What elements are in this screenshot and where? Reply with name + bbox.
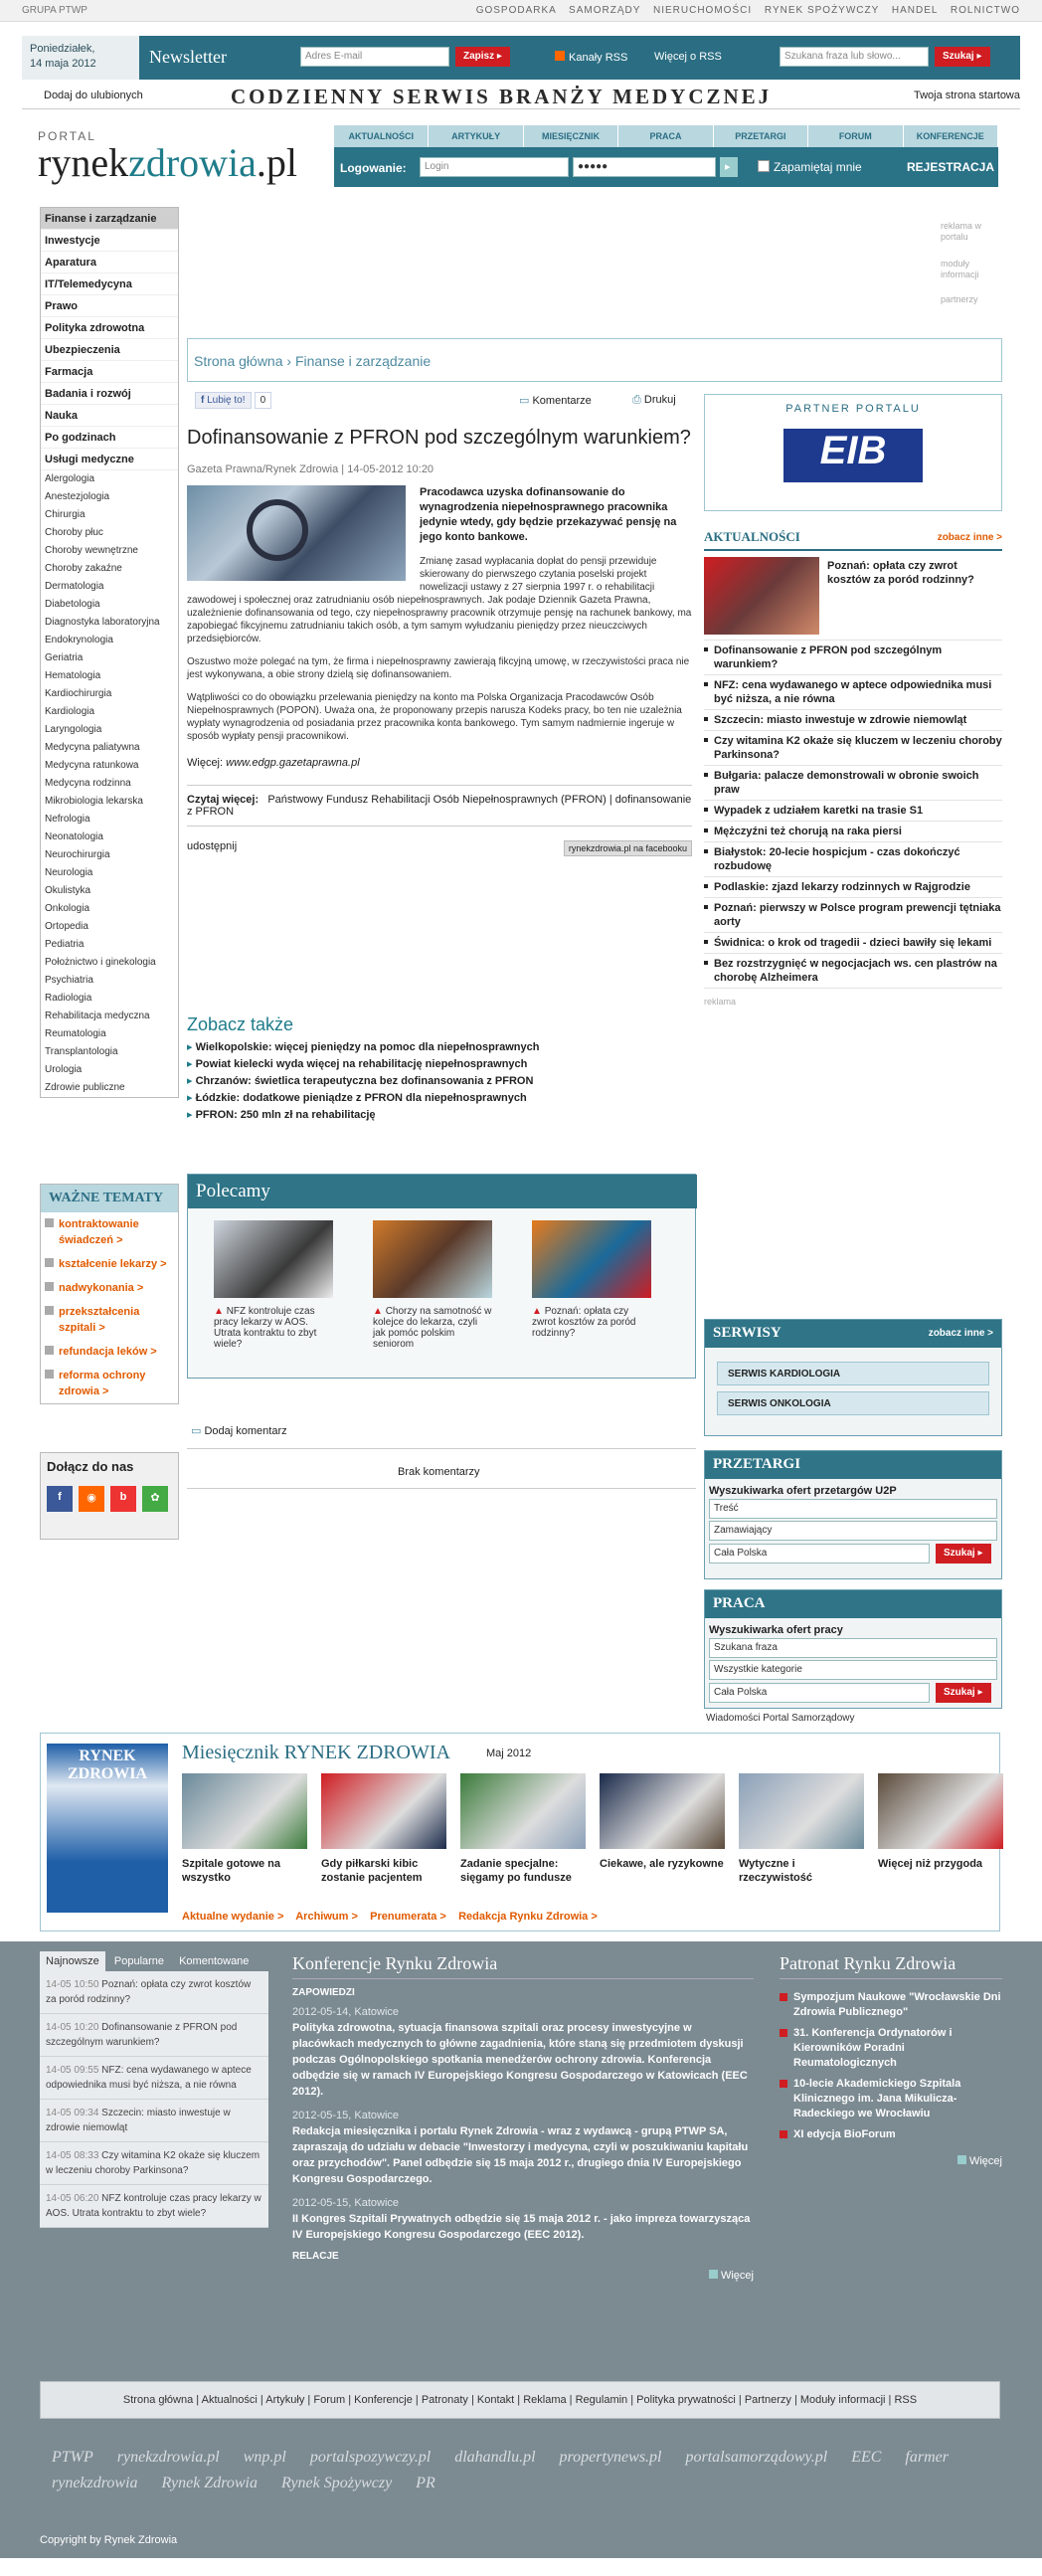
related-item[interactable]: ▸ Łódzkie: dodatkowe pieniądze z PFRON dla niepełnosprawnych bbox=[187, 1090, 692, 1107]
category-link[interactable]: Po godzinach bbox=[41, 427, 178, 449]
share-link[interactable]: udostępnij bbox=[187, 840, 238, 852]
conference-entry[interactable] bbox=[292, 2108, 754, 2187]
conference-entry[interactable] bbox=[292, 2004, 754, 2100]
job-region-select[interactable]: Cała Polska bbox=[709, 1683, 930, 1703]
subcategory-link[interactable]: Urologia bbox=[45, 1064, 83, 1075]
tenders-title: PRZETARGI bbox=[705, 1451, 1001, 1479]
footer-news-item[interactable] bbox=[40, 2100, 268, 2142]
share-row bbox=[187, 840, 692, 860]
category-link[interactable]: Aparatura bbox=[41, 252, 178, 274]
no-comments: Brak komentarzy bbox=[398, 1466, 480, 1478]
breadcrumb-home[interactable]: Strona główna bbox=[194, 353, 283, 369]
job-search-button[interactable]: Szukaj ▸ bbox=[936, 1683, 991, 1703]
source-link[interactable]: www.edgp.gazetaprawna.pl bbox=[226, 757, 360, 769]
partner-logo[interactable]: Rynek Zdrowia bbox=[161, 2475, 258, 2491]
login-row bbox=[334, 155, 998, 179]
footer-link[interactable]: Moduły informacji bbox=[799, 2394, 886, 2406]
footer-link[interactable]: Kontakt bbox=[476, 2394, 515, 2406]
job-phrase-input[interactable]: Szukana fraza bbox=[709, 1638, 997, 1658]
print-icon: ⎙ bbox=[632, 394, 641, 406]
conference-date: 2012-05-14, Katowice bbox=[292, 2006, 400, 2018]
magazine-article-image bbox=[182, 1773, 307, 1849]
subcategory-link[interactable]: Choroby zakaźne bbox=[45, 563, 122, 574]
category-link[interactable]: Finanse i zarządzanie bbox=[41, 208, 178, 230]
subcategory-link[interactable]: Alergologia bbox=[45, 473, 95, 484]
date-box bbox=[22, 36, 139, 80]
announcements-label: ZAPOWIEDZI bbox=[292, 1987, 355, 1998]
footer-link[interactable]: RSS bbox=[894, 2394, 918, 2406]
login-input[interactable]: Login bbox=[420, 157, 569, 177]
news-item[interactable]: Szczecin: miasto inwestuje w zdrowie niemowląt bbox=[704, 710, 1002, 731]
tab-aktualnosci[interactable]: AKTUALNOŚCI bbox=[334, 125, 429, 147]
group-links bbox=[467, 5, 1020, 16]
category-sidebar bbox=[40, 207, 179, 1098]
add-comment-link[interactable]: ▭ Dodaj komentarz bbox=[191, 1425, 287, 1437]
category-link[interactable]: Ubezpieczenia bbox=[41, 339, 178, 361]
subcategory-link[interactable]: Medycyna paliatywna bbox=[45, 742, 140, 753]
read-more-tags: Czytaj więcej: Państwowy Fundusz Rehabilitacji Osób Niepełnosprawnych (PFRON) | dofinansowanie z PFRON bbox=[187, 785, 692, 827]
news-time: 14-05 06:20 bbox=[46, 2193, 99, 2204]
conference-date: 2012-05-15, Katowice bbox=[292, 2197, 400, 2209]
recommended-box bbox=[187, 1174, 696, 1379]
subcategory-link[interactable]: Onkologia bbox=[45, 903, 90, 914]
magazine-article-image bbox=[739, 1773, 864, 1849]
subcategory-link[interactable]: Medycyna ratunkowa bbox=[45, 760, 139, 771]
group-label[interactable]: GRUPA PTWP bbox=[22, 5, 87, 16]
arrow-right-icon: ▸ bbox=[725, 161, 731, 173]
subcategory-link[interactable]: Rehabilitacja medyczna bbox=[45, 1011, 150, 1021]
recommended-item[interactable]: ▲ Poznań: opłata czy zwrot kosztów za poród rodzinny? bbox=[532, 1220, 651, 1339]
news-item[interactable]: Bez rozstrzygnięć w negocjacjach ws. cen plastrów na chorobę Alzheimera bbox=[704, 954, 1002, 989]
news-more-link[interactable]: zobacz inne > bbox=[937, 532, 1002, 543]
news-top-image bbox=[704, 557, 819, 635]
footer-news-item[interactable] bbox=[40, 2014, 268, 2057]
patronage-section bbox=[780, 1953, 1002, 2167]
partner-logo[interactable]: EEC bbox=[851, 2449, 882, 2466]
patronage-item[interactable]: 10-lecie Akademickiego Szpitala Klinicznego im. Jana Mikulicza-Radeckiego we Wrocławiu bbox=[780, 2074, 1002, 2124]
partner-logo[interactable]: EIB bbox=[783, 429, 923, 482]
related-title: Zobacz także bbox=[187, 1014, 294, 1034]
subcategory-link[interactable]: Geriatria bbox=[45, 652, 84, 663]
subcategory-link[interactable]: Kardiochirurgia bbox=[45, 688, 112, 699]
services-more-link[interactable]: zobacz inne > bbox=[928, 1328, 993, 1339]
slogan: CODZIENNY SERWIS BRANŻY MEDYCZNEJ bbox=[231, 85, 773, 108]
subcategory-link[interactable]: Mikrobiologia lekarska bbox=[45, 796, 143, 807]
patronage-item[interactable]: Sympozjum Naukowe "Wrocławskie Dni Zdrowia Publicznego" bbox=[780, 1987, 1002, 2023]
ad-link-reklama[interactable]: reklama w portalu bbox=[941, 221, 982, 242]
password-input[interactable]: ●●●●● bbox=[573, 157, 716, 177]
services-title: SERWISY zobacz inne > bbox=[705, 1320, 1001, 1348]
facebook-icon[interactable]: f bbox=[47, 1486, 73, 1512]
print-link[interactable]: ⎙ Drukuj bbox=[632, 394, 676, 406]
category-link[interactable]: Prawo bbox=[41, 295, 178, 317]
subcategory-link[interactable]: Neonatologia bbox=[45, 831, 103, 842]
tab-commented[interactable]: Komentowane bbox=[179, 1955, 250, 1967]
category-link[interactable]: Farmacja bbox=[41, 361, 178, 383]
footer-link[interactable]: Patronaty bbox=[421, 2394, 468, 2406]
subcategory-link[interactable]: Położnictwo i ginekologia bbox=[45, 957, 156, 968]
email-input[interactable]: Adres E-mail bbox=[300, 47, 449, 67]
copyright: Copyright by Rynek Zdrowia bbox=[40, 2534, 178, 2546]
footer-link[interactable]: Aktualności bbox=[201, 2394, 258, 2406]
magazine-article[interactable] bbox=[878, 1773, 1003, 1871]
magazine-article-title: Ciekawe, ale ryzykowne bbox=[600, 1858, 724, 1870]
news-item[interactable]: Poznań: pierwszy w Polsce program prewencji tętniaka aorty bbox=[704, 898, 1002, 933]
conference-date: 2012-05-15, Katowice bbox=[292, 2110, 400, 2121]
tender-buyer-input[interactable]: Zamawiający bbox=[709, 1521, 997, 1541]
patronage-item[interactable]: XI edycja BioForum bbox=[780, 2124, 1002, 2145]
magazine-article-image bbox=[460, 1773, 586, 1849]
slogan-row bbox=[22, 84, 1020, 109]
subcategory-link[interactable]: Neurochirurgia bbox=[45, 849, 110, 860]
partner-box bbox=[704, 394, 1002, 511]
comment-icon: ▭ bbox=[191, 1425, 202, 1437]
like-count: 0 bbox=[255, 392, 272, 409]
category-link[interactable]: Nauka bbox=[41, 405, 178, 427]
magazine-article-title: Wytyczne i rzeczywistość bbox=[739, 1858, 812, 1884]
footer-news-item[interactable] bbox=[40, 2185, 268, 2228]
news-text: Szczecin: miasto inwestuje w zdrowie niemowląt bbox=[46, 2108, 231, 2133]
more-icon bbox=[709, 2270, 718, 2279]
article-title: Dofinansowanie z PFRON pod szczególnym warunkiem? bbox=[187, 427, 691, 449]
news-time: 14-05 08:33 bbox=[46, 2150, 99, 2161]
magazine-cover[interactable]: RYNEK ZDROWIA bbox=[47, 1744, 168, 1913]
article-source: Więcej: www.edgp.gazetaprawna.pl bbox=[187, 757, 360, 769]
subcategory-link[interactable]: Diabetologia bbox=[45, 599, 100, 610]
add-favorites-link[interactable]: Dodaj do ulubionych bbox=[44, 90, 143, 101]
breadcrumb: Strona główna › Finanse i zarządzanie bbox=[187, 338, 1002, 382]
date-day: Poniedziałek, bbox=[30, 43, 95, 55]
date-value: 14 maja 2012 bbox=[30, 58, 96, 70]
register-link[interactable]: REJESTRACJA bbox=[907, 160, 995, 174]
news-text: Poznań: opłata czy zwrot kosztów za poród rodzinny? bbox=[46, 1979, 252, 2005]
news-item[interactable]: Wypadek z udziałem karetki na trasie S1 bbox=[704, 801, 1002, 822]
footer-news-tabs bbox=[40, 1951, 268, 2309]
footer-link[interactable]: Forum bbox=[313, 2394, 346, 2406]
category-link[interactable]: Polityka zdrowotna bbox=[41, 317, 178, 339]
topic-link[interactable]: przekształcenia szpitali > bbox=[41, 1300, 178, 1340]
fb-page-link[interactable]: rynekzdrowia.pl na facebooku bbox=[564, 840, 692, 856]
subscription-link[interactable]: Prenumerata > bbox=[370, 1911, 446, 1923]
footer-link[interactable]: Polityka prywatności bbox=[636, 2394, 736, 2406]
partner-logos bbox=[40, 2445, 1000, 2514]
category-link[interactable]: Badania i rozwój bbox=[41, 383, 178, 405]
remember-label: Zapamiętaj mnie bbox=[774, 160, 862, 174]
related-item[interactable]: ▸ Wielkopolskie: więcej pieniędzy na pomoc dla niepełnosprawnych bbox=[187, 1039, 692, 1056]
tab-newest[interactable]: Najnowsze bbox=[40, 1951, 105, 1971]
article-paragraph: Zmianę zasad wypłacania dopłat do pensji przewiduje skierowany do pierwszego czytania poselski projekt nowelizacji ustawy z 27 sierpnia 1997 r. o rehabilitacji zawodowej i społecznej oraz zatrudnianiu osób niepełnosprawnych. Jak podaje Dziennik Gazeta Prawna, uzależnienie dofinansowania od tego, czy niepełnosprawny pracownik otrzymuje pensję na rachunek bankowy, ma zapobiegać fikcyjnemu zatrudnianiu takich osób, a tym samym wyłudzaniu pieniędzy przez nieuczciwych przedsiębiorców. bbox=[187, 556, 692, 644]
magazine-article-image bbox=[600, 1773, 725, 1849]
magazine-box bbox=[40, 1733, 1000, 1932]
jobs-subtitle: Wyszukiwarka ofert pracy bbox=[709, 1624, 843, 1636]
search-button[interactable]: Szukaj ▸ bbox=[935, 47, 990, 67]
link-handel[interactable]: HANDEL bbox=[891, 5, 939, 16]
news-item[interactable]: Mężczyźni też chorują na raka piersi bbox=[704, 822, 1002, 842]
subcategory-link[interactable]: Diagnostyka laboratoryjna bbox=[45, 617, 160, 628]
category-link[interactable]: IT/Telemedycyna bbox=[41, 274, 178, 295]
footer-news-item[interactable] bbox=[40, 2057, 268, 2100]
conferences-title: Konferencje Rynku Zdrowia bbox=[292, 1953, 754, 1979]
partner-logo[interactable]: portalspozywczy.pl bbox=[309, 2449, 432, 2466]
jobs-box bbox=[704, 1589, 1002, 1709]
subcategory-link[interactable]: Choroby płuc bbox=[45, 527, 103, 538]
login-label: Logowanie: bbox=[340, 161, 407, 175]
subcategory-link[interactable]: Pediatria bbox=[45, 939, 85, 950]
magazine-issue: Maj 2012 bbox=[486, 1748, 532, 1759]
conference-entry[interactable] bbox=[292, 2195, 754, 2243]
subcategory-link[interactable]: Anestezjologia bbox=[45, 491, 110, 502]
subcategory-link[interactable]: Hematologia bbox=[45, 670, 101, 681]
recommended-image bbox=[373, 1220, 492, 1298]
tender-content-input[interactable]: Treść bbox=[709, 1499, 997, 1519]
news-time: 14-05 10:50 bbox=[46, 1979, 99, 1990]
set-homepage-link[interactable]: Twoja strona startowa bbox=[914, 90, 1020, 101]
conferences-more-link[interactable]: Więcej bbox=[292, 2270, 754, 2282]
logo-name: rynekzdrowia.pl bbox=[38, 140, 298, 185]
service-cardiology-link[interactable]: SERWIS KARDIOLOGIA bbox=[717, 1362, 989, 1385]
samorzad-link[interactable]: Wiadomości Portal Samorządowy bbox=[706, 1713, 855, 1724]
magazine-article[interactable] bbox=[182, 1773, 307, 1885]
recommended-image bbox=[532, 1220, 651, 1298]
patronage-title: Patronat Rynku Zdrowia bbox=[780, 1953, 1002, 1979]
article-paragraph: Oszustwo może polegać na tym, że firma i niepełnosprawny zawierają fikcyjną umowę, w rzeczywistości praca nie jest wykonywana, a obie strony dzielą się dofinansowaniem. bbox=[187, 656, 690, 680]
news-list bbox=[704, 641, 1002, 989]
login-submit-button[interactable] bbox=[720, 157, 738, 177]
subcategory-link[interactable]: Endokrynologia bbox=[45, 635, 113, 645]
logo-portal: PORTAL bbox=[38, 129, 96, 143]
news-time: 14-05 09:55 bbox=[46, 2065, 99, 2076]
partner-logo[interactable]: wnp.pl bbox=[243, 2449, 286, 2466]
tab-artykuly[interactable]: ARTYKUŁY bbox=[429, 125, 523, 147]
news-title: AKTUALNOŚCI bbox=[704, 529, 800, 544]
partner-logo[interactable]: rynekzdrowia.pl bbox=[116, 2449, 220, 2466]
services-box bbox=[704, 1319, 1002, 1436]
news-item[interactable]: Bułgaria: palacze demonstrowali w obronie swoich praw bbox=[704, 766, 1002, 801]
subcategory-link[interactable]: Radiologia bbox=[45, 993, 92, 1004]
related-articles bbox=[187, 1014, 692, 1124]
magazine-title: Miesięcznik RYNEK ZDROWIA bbox=[182, 1742, 450, 1763]
tender-search-button[interactable]: Szukaj ▸ bbox=[936, 1544, 991, 1564]
archive-link[interactable]: Archiwum > bbox=[295, 1911, 358, 1923]
related-item[interactable]: ▸ Powiat kielecki wyda więcej na rehabilitację niepełnosprawnych bbox=[187, 1056, 692, 1073]
ad-link-partnerzy[interactable]: partnerzy bbox=[941, 294, 978, 304]
join-us-title: Dołącz do nas bbox=[47, 1459, 134, 1474]
news-item[interactable]: Podlaskie: zjazd lekarzy rodzinnych w Rajgrodzie bbox=[704, 877, 1002, 898]
newsletter-bar bbox=[22, 36, 1020, 80]
conference-text: Redakcja miesięcznika i portalu Rynek Zdrowia - wraz z wydawcą - grupą PTWP SA, zapraszają do udziału w debacie "Inwestorzy i medycyna, czyli w poszukiwaniu kapitału oraz przychodów". Panel odbędzie się 15 maja 2012 r., drugiego dnia IV Europejskiego Kongresu Gospodarczego. bbox=[292, 2125, 749, 2185]
magazine-article-image bbox=[878, 1773, 1003, 1849]
news-top-item[interactable]: Poznań: opłata czy zwrot kosztów za poród rodzinny? bbox=[704, 557, 1002, 641]
service-oncology-link[interactable]: SERWIS ONKOLOGIA bbox=[717, 1391, 989, 1415]
topic-link[interactable]: refundacja leków > bbox=[41, 1340, 178, 1364]
tag-links[interactable]: Państwowy Fundusz Rehabilitacji Osób Niepełnosprawnych (PFRON) | dofinansowanie z PFRON bbox=[187, 794, 692, 818]
news-text: NFZ: cena wydawanego w aptece odpowiednika musi być niższa, a nie równa bbox=[46, 2065, 252, 2091]
main-nav bbox=[334, 125, 998, 187]
tab-miesiecznik[interactable]: MIESIĘCZNIK bbox=[524, 125, 618, 147]
recommended-image bbox=[214, 1220, 333, 1298]
ad-label: reklama bbox=[704, 997, 737, 1007]
news-box bbox=[704, 529, 1002, 1007]
magazine-article-title: Gdy piłkarski kibic zostanie pacjentem bbox=[321, 1858, 423, 1884]
news-time: 14-05 10:20 bbox=[46, 2022, 99, 2033]
tab-forum[interactable]: FORUM bbox=[808, 125, 903, 147]
magazine-article-title: Szpitale gotowe na wszystko bbox=[182, 1858, 281, 1884]
footer-link[interactable]: Konferencje bbox=[354, 2394, 413, 2406]
news-item[interactable]: Dofinansowanie z PFRON pod szczególnym warunkiem? bbox=[704, 641, 1002, 675]
jobs-title: PRACA bbox=[705, 1590, 1001, 1618]
important-topics bbox=[40, 1184, 179, 1404]
remember-checkbox[interactable] bbox=[758, 160, 770, 172]
subcategory-link[interactable]: Dermatologia bbox=[45, 581, 104, 592]
magazine-article[interactable] bbox=[321, 1773, 446, 1885]
tenders-subtitle: Wyszukiwarka ofert przetargów U2P bbox=[709, 1485, 897, 1497]
article-meta: Gazeta Prawna/Rynek Zdrowia | 14-05-2012 10:20 bbox=[187, 463, 434, 475]
magazine-article[interactable] bbox=[460, 1773, 586, 1885]
rss-icon[interactable]: ◉ bbox=[79, 1486, 104, 1512]
news-text: Czy witamina K2 okaże się kluczem w leczeniu choroby Parkinsona? bbox=[46, 2150, 260, 2176]
nav-tabs bbox=[334, 125, 998, 147]
conference-text: Polityka zdrowotna, sytuacja finansowa szpitali oraz procesy inwestycyjne w placówkach medycznych to główne zagadnienia, które staną się przedmiotem dyskusji podczas Ogólnopolskiego spotkania menedżerów ochrony zdrowia. Konferencja odbędzie się w ramach IV Europejskiego Kongresu Gospodarczego w Katowicach (EEC 2012). bbox=[292, 2022, 748, 2098]
top-group-bar bbox=[0, 0, 1042, 22]
rss-icon bbox=[555, 51, 565, 61]
topic-link[interactable]: reforma ochrony zdrowia > bbox=[41, 1364, 178, 1403]
conference-text: II Kongres Szpitali Prywatnych odbędzie się 15 maja 2012 r. - jako impreza towarzysząca IV Europejskiego Kongresu Gospodarczego (EEC 2012). bbox=[292, 2213, 751, 2241]
magazine-links bbox=[182, 1911, 598, 1923]
news-item[interactable]: Białystok: 20-lecie hospicjum - czas dokończyć rozbudowę bbox=[704, 842, 1002, 877]
fb-like-button[interactable]: f Lubię to! bbox=[195, 392, 252, 409]
recommended-item[interactable]: ▲ NFZ kontroluje czas pracy lekarzy w AOS. Utrata kontraktu to zbyt wiele? bbox=[214, 1220, 333, 1350]
more-rss-link[interactable]: Więcej o RSS bbox=[654, 51, 722, 63]
article-photo bbox=[187, 485, 406, 581]
category-link[interactable]: Inwestycje bbox=[41, 230, 178, 252]
footer-links: Strona główna | Aktualności | Artykuły | Forum | Konferencje | Patronaty | Kontakt | Reklama | Regulamin | Polityka prywatności | Partnerzy | Moduły informacji | RSS bbox=[40, 2381, 1000, 2419]
tenders-box bbox=[704, 1450, 1002, 1579]
editorial-link[interactable]: Redakcja Rynku Zdrowia > bbox=[458, 1911, 598, 1923]
partner-title: PARTNER PORTALU bbox=[785, 403, 921, 415]
link-samorzady[interactable]: SAMORZĄDY bbox=[569, 5, 641, 16]
article bbox=[187, 426, 692, 860]
subcategory-link[interactable]: Neurologia bbox=[45, 867, 93, 878]
topic-link[interactable]: nadwykonania > bbox=[41, 1276, 178, 1300]
join-us-box bbox=[40, 1452, 179, 1540]
partner-logo[interactable]: Rynek Spożywczy bbox=[280, 2475, 393, 2491]
comment-icon: ▭ bbox=[519, 395, 530, 407]
site-logo[interactable] bbox=[38, 129, 297, 183]
magazine-article-image bbox=[321, 1773, 446, 1849]
more-icon bbox=[957, 2155, 966, 2164]
footer-link[interactable]: Reklama bbox=[523, 2394, 567, 2406]
subcategory-link[interactable]: Medycyna rodzinna bbox=[45, 778, 131, 789]
topic-link[interactable]: kształcenie lekarzy > bbox=[41, 1252, 178, 1276]
subcategory-link[interactable]: Laryngologia bbox=[45, 724, 102, 735]
category-link[interactable]: Usługi medyczne bbox=[41, 449, 178, 470]
subcategory-link[interactable]: Nefrologia bbox=[45, 814, 90, 825]
magazine-article[interactable] bbox=[600, 1773, 725, 1871]
breadcrumb-current[interactable]: Finanse i zarządzanie bbox=[294, 353, 432, 369]
partner-logo[interactable]: PR bbox=[416, 2475, 435, 2491]
subcategory-link[interactable]: Chirurgia bbox=[45, 509, 86, 520]
footer-link[interactable]: Strona główna bbox=[122, 2394, 194, 2406]
link-gospodarka[interactable]: GOSPODARKA bbox=[475, 5, 557, 16]
subcategory-link[interactable]: Psychiatria bbox=[45, 975, 93, 986]
news-item[interactable]: Czy witamina K2 okaże się kluczem w leczeniu choroby Parkinsona? bbox=[704, 731, 1002, 766]
topic-link[interactable]: kontraktowanie świadczeń > bbox=[41, 1212, 178, 1252]
recommended-item[interactable]: ▲ Chorzy na samotność w kolejce do lekarza, czyli jak pomóc polskim seniorom bbox=[373, 1220, 492, 1350]
subcategory-link[interactable]: Reumatologia bbox=[45, 1028, 106, 1039]
partner-logo[interactable]: portalsamorządowy.pl bbox=[685, 2449, 828, 2466]
subcategory-link[interactable]: Ortopedia bbox=[45, 921, 88, 932]
partner-logo[interactable]: propertynews.pl bbox=[559, 2449, 662, 2466]
subcategory-link[interactable]: Kardiologia bbox=[45, 706, 95, 717]
link-rolnictwo[interactable]: ROLNICTWO bbox=[950, 5, 1020, 16]
patronage-item[interactable]: 31. Konferencja Ordynatorów i Kierowników Poradni Reumatologicznych bbox=[780, 2023, 1002, 2074]
magazine-article-title: Więcej niż przygoda bbox=[878, 1858, 983, 1870]
footer-news-item[interactable] bbox=[40, 1971, 268, 2014]
partner-logo[interactable]: dlahandlu.pl bbox=[454, 2449, 536, 2466]
tab-konferencje[interactable]: KONFERENCJE bbox=[904, 125, 998, 147]
related-item[interactable]: ▸ PFRON: 250 mln zł na rehabilitację bbox=[187, 1107, 692, 1124]
patronage-more-link[interactable]: Więcej bbox=[780, 2155, 1002, 2167]
partner-logo[interactable]: farmer bbox=[905, 2449, 949, 2466]
tab-popular[interactable]: Popularne bbox=[113, 1955, 165, 1967]
news-text: NFZ kontroluje czas pracy lekarzy w AOS. Utrata kontraktu to zbyt wiele? bbox=[46, 2193, 261, 2219]
subcategory-link[interactable]: Choroby wewnętrzne bbox=[45, 545, 138, 556]
news-item[interactable]: NFZ: cena wydawanego w aptece odpowiednika musi być niższa, a nie równa bbox=[704, 675, 1002, 710]
footer-link[interactable]: Partnerzy bbox=[744, 2394, 791, 2406]
subcategory-link[interactable]: Okulistyka bbox=[45, 885, 91, 896]
ad-link-moduly[interactable]: moduły informacji bbox=[941, 259, 979, 279]
comments-link[interactable]: ▭ Komentarze bbox=[519, 395, 592, 407]
news-text: Dofinansowanie z PFRON pod szczególnym warunkiem? bbox=[46, 2022, 238, 2048]
rss-link[interactable]: Kanały RSS bbox=[555, 51, 627, 64]
subscribe-button[interactable]: Zapisz ▸ bbox=[455, 47, 510, 67]
search-input[interactable]: Szukana fraza lub słowo... bbox=[780, 47, 929, 67]
newsletter-title: Newsletter bbox=[149, 47, 227, 67]
job-category-select[interactable]: Wszystkie kategorie bbox=[709, 1660, 997, 1680]
link-nieruchomosci[interactable]: NIERUCHOMOŚCI bbox=[653, 5, 753, 16]
news-item[interactable]: Świdnica: o krok od tragedii - dzieci bawiły się lekami bbox=[704, 933, 1002, 954]
partner-logo[interactable]: PTWP bbox=[52, 2449, 93, 2466]
footer-link[interactable]: Artykuły bbox=[265, 2394, 305, 2406]
magazine-article[interactable] bbox=[739, 1773, 864, 1885]
tab-praca[interactable]: PRACA bbox=[618, 125, 713, 147]
footer-link[interactable]: Regulamin bbox=[575, 2394, 628, 2406]
magazine-article-title: Zadanie specjalne: sięgamy po fundusze bbox=[460, 1858, 572, 1884]
subcategory-link[interactable]: Zdrowie publiczne bbox=[45, 1082, 125, 1093]
tab-przetargi[interactable]: PRZETARGI bbox=[714, 125, 808, 147]
link-rynek-spozywczy[interactable]: RYNEK SPOŻYWCZY bbox=[764, 5, 880, 16]
article-lead: Pracodawca uzyska dofinansowanie do wynagrodzenia niepełnosprawnego pracownika jedynie wtedy, gdy będzie przekazywać pensję na jego konto bankowe. bbox=[420, 486, 677, 543]
tender-region-select[interactable]: Cała Polska bbox=[709, 1544, 930, 1564]
recommended-title: Polecamy bbox=[188, 1175, 697, 1208]
conferences-section bbox=[292, 1953, 754, 2282]
footer-news-item[interactable] bbox=[40, 2142, 268, 2185]
article-paragraph: Wątpliwości co do obowiązku przelewania pieniędzy na konto ma Polska Organizacja Pracodawców Osób Niepełnosprawnych (POPON). Uważa ona, że proponowany przepis narusza Kodeks pracy, bo ten nie uzależnia wypłaty wynagrodzenia od posiadania przez pracownika konta bankowego. Tym samym nadmiernie ingeruje w sposób wypłaty pensji pracownikowi. bbox=[187, 692, 682, 742]
related-item[interactable]: ▸ Chrzanów: świetlica terapeutyczna bez dofinansowania z PFRON bbox=[187, 1073, 692, 1090]
news-time: 14-05 09:34 bbox=[46, 2108, 99, 2118]
important-topics-title: WAŻNE TEMATY bbox=[41, 1185, 178, 1212]
blip-icon[interactable]: b bbox=[110, 1486, 136, 1512]
subcategory-link[interactable]: Transplantologia bbox=[45, 1046, 118, 1057]
gg-icon[interactable]: ✿ bbox=[142, 1486, 168, 1512]
current-issue-link[interactable]: Aktualne wydanie > bbox=[182, 1911, 284, 1923]
partner-logo[interactable]: rynekzdrowia bbox=[52, 2475, 138, 2491]
social-bar bbox=[195, 392, 698, 412]
reports-label: RELACJE bbox=[292, 2251, 339, 2262]
